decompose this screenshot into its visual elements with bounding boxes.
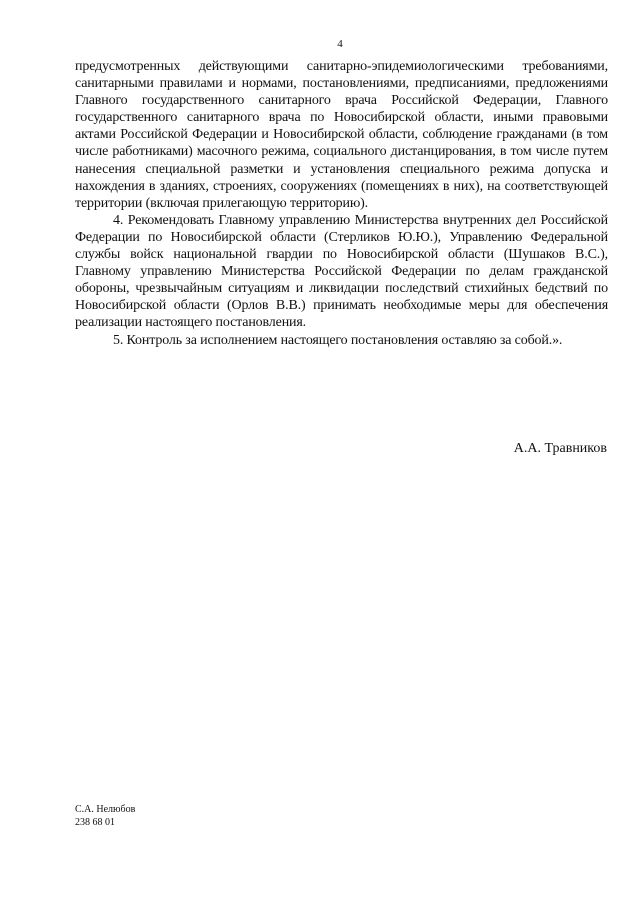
paragraph-item-5: 5. Контроль за исполнением настоящего постановления оставляю за собой.». [113, 332, 563, 348]
paragraph-continuation: предусмотренных действующими санитарно-эпидемиологическими требованиями, санитарными правилами и нормами, постановлениями, предписаниями, предложениями Главного государственного санитарного врача Российской Федерации, Главного государственного санитарного врача по Новосибирской области, иными правовыми актами Российской Федерации и Новосибирской области, соблюдение гражданами (в том числе работниками) масочного режима, социального дистанцирования, в том числе путем нанесения специальной разметки и установления специального режима допуска и нахождения в зданиях, строениях, сооружениях (помещениях в них), на соответствующей территории (включая прилегающую территорию). [75, 59, 608, 211]
document-body [75, 58, 608, 349]
footer-executor-block [75, 804, 135, 829]
executor-name: С.А. Нелюбов [75, 804, 136, 815]
page-number: 4 [337, 38, 343, 50]
executor-phone: 238 68 01 [75, 816, 115, 828]
signature-name: А.А. Травников [513, 441, 607, 456]
paragraph-item-4: 4. Рекомендовать Главному управлению Министерства внутренних дел Российской Федерации по Новосибирской области (Стерликов Ю.Ю.), Управлению Федеральной службы войск национальной гвардии по Новосибирской области (Шушаков В.С.), Главному управлению Министерства Российской Федерации по делам гражданской обороны, чрезвычайным ситуациям и ликвидации последствий стихийных бедствий по Новосибирской области (Орлов В.В.) принимать необходимые меры для обеспечения реализации настоящего постановления. [75, 212, 608, 331]
